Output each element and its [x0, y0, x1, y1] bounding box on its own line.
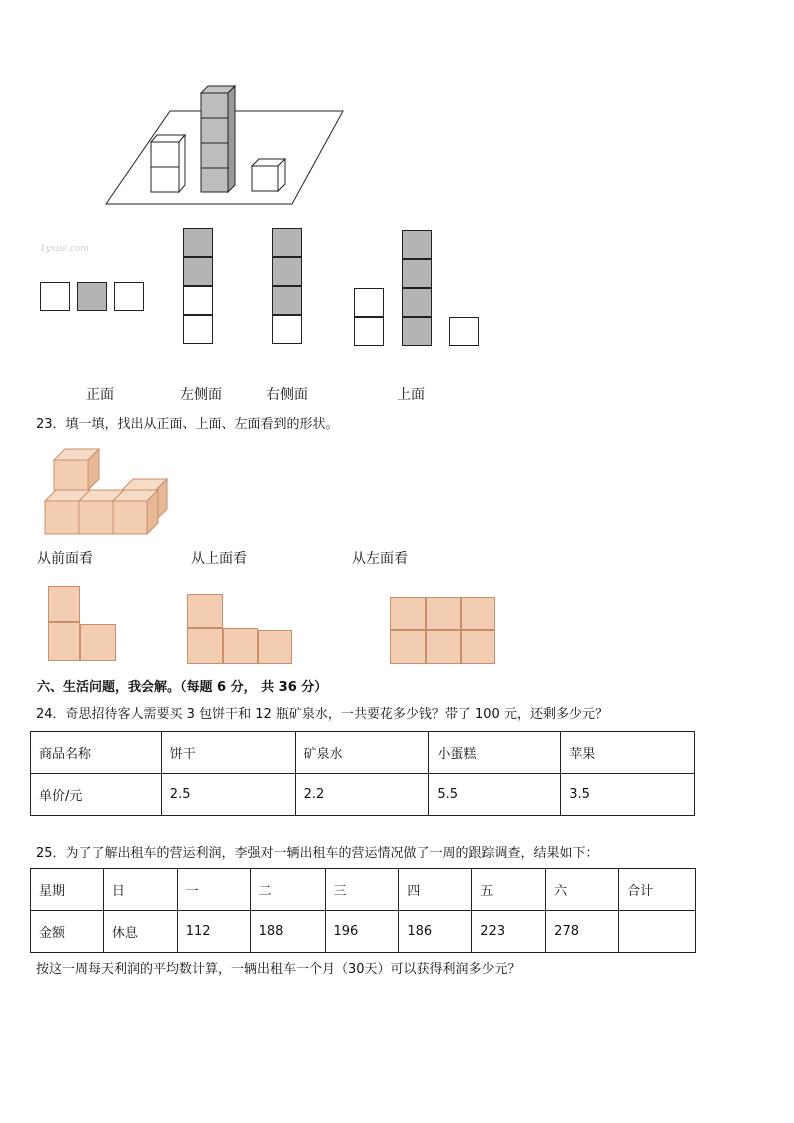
table-row: [31, 774, 695, 816]
table-cell: 日: [103, 869, 177, 911]
left-white-stack: [151, 135, 185, 192]
table-row: [31, 869, 696, 911]
table-cell: 六: [546, 869, 619, 911]
q25-title: 25．为了了解出租车的营运利润，李强对一辆出租车的营运情况做了一周的跟踪调查，结果如下：: [36, 846, 599, 861]
table-cell: 商品名称: [31, 732, 162, 774]
table-cell: 星期: [31, 869, 104, 911]
q23-label-front: 从前面看: [37, 551, 93, 567]
label-top: 上面: [397, 387, 425, 403]
table-cell: 186: [399, 911, 472, 953]
label-right-side: 右侧面: [266, 387, 308, 403]
q23-label-top: 从上面看: [191, 551, 247, 567]
table-cell: 小蛋糕: [429, 732, 561, 774]
table-row: [31, 911, 696, 953]
table-cell: 2.2: [295, 774, 429, 816]
q23-title: 23．填一填，找出从正面、上面、左面看到的形状。: [36, 417, 339, 432]
table-cell: 休息: [103, 911, 177, 953]
table-cell: 五: [472, 869, 546, 911]
table-cell: 112: [177, 911, 250, 953]
table-cell: 223: [472, 911, 546, 953]
table-cell: 278: [546, 911, 619, 953]
table-cell: 196: [325, 911, 399, 953]
q23-label-left: 从左面看: [352, 551, 408, 567]
table-cell: 合计: [619, 869, 696, 911]
table-cell: 单价/元: [31, 774, 162, 816]
table-cell: 苹果: [561, 732, 695, 774]
table-cell: 188: [250, 911, 325, 953]
table-cell: [619, 911, 696, 953]
cube-stack-figure: [100, 80, 350, 210]
table-cell: 3.5: [561, 774, 695, 816]
table-cell: 四: [399, 869, 472, 911]
q25-question: 按这一周每天利润的平均数计算，一辆出租车一个月（30天）可以获得利润多少元？: [36, 962, 521, 977]
section6-heading: 六、生活问题，我会解。（每题 6 分， 共 36 分）: [37, 680, 328, 695]
table-cell: 5.5: [429, 774, 561, 816]
table-cell: 一: [177, 869, 250, 911]
q23-cube-figure: [40, 442, 175, 538]
table-cell: 饼干: [161, 732, 295, 774]
table-cell: 矿泉水: [295, 732, 429, 774]
table-cell: 二: [250, 869, 325, 911]
label-front: 正面: [86, 387, 114, 403]
q25-income-table: [30, 868, 696, 953]
table-cell: 2.5: [161, 774, 295, 816]
label-left-side: 左侧面: [180, 387, 222, 403]
q24-price-table: [30, 731, 695, 816]
watermark: 1yxue.com: [40, 244, 89, 254]
right-white-cube: [252, 159, 285, 191]
q24-title: 24．奇思招待客人需要买 3 包饼干和 12 瓶矿泉水，一共要花多少钱？带了 100 元，还剩多少元？: [36, 707, 608, 722]
table-row: [31, 732, 695, 774]
table-cell: 金额: [31, 911, 104, 953]
tall-gray-stack: [201, 86, 235, 192]
table-cell: 三: [325, 869, 399, 911]
